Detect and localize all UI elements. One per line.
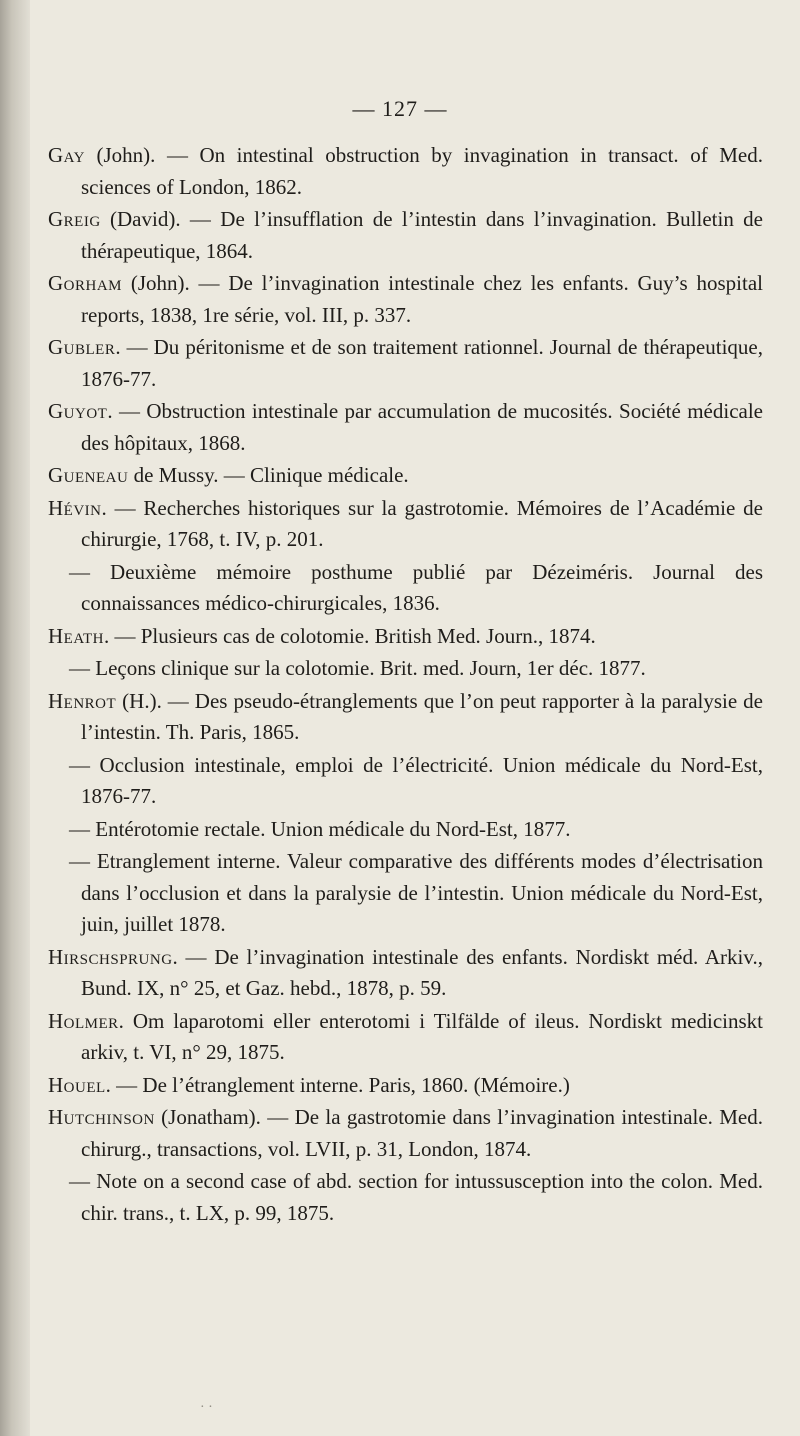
- bibliography-entry: [48, 460, 763, 492]
- bibliography-entry: [48, 332, 763, 395]
- entry-author: Heath: [48, 623, 104, 648]
- bibliography-entry-continuation: [48, 1166, 763, 1229]
- entry-author: Hutchinson: [48, 1105, 155, 1129]
- bibliography-entry-continuation: [48, 653, 763, 685]
- entry-text: — Deuxième mémoire posthume publié par Dézeiméris. Journal des connaissances médico-chirurgicales, 1836.: [69, 559, 763, 615]
- entry-text: (Jonatham). — De la gastrotomie dans l’invagination intestinale. Med. chirurg., transactions, vol. LVII, p. 31, London, 1874.: [81, 1105, 763, 1161]
- entry-text: — Entérotomie rectale. Union médicale du Nord-Est, 1877.: [69, 816, 571, 841]
- entry-text: (John). — On intestinal obstruction by invagination in transact. of Med. sciences of London, 1862.: [81, 143, 763, 199]
- entry-author: Houel: [48, 1072, 106, 1097]
- bibliography-entry: [48, 621, 763, 653]
- entry-author: Gueneau: [48, 463, 129, 487]
- bibliography-list: [48, 140, 763, 1230]
- bibliography-entry: [48, 204, 763, 267]
- entry-author: Gorham: [48, 271, 123, 295]
- bibliography-entry: [48, 942, 763, 1005]
- bibliography-entry: [48, 493, 763, 556]
- bibliography-entry: [48, 1006, 763, 1069]
- entry-text: — Occlusion intestinale, emploi de l’électricité. Union médicale du Nord-Est, 1876-77.: [69, 752, 763, 808]
- entry-text: . Om laparotomi eller enterotomi i Tilfälde of ileus. Nordiskt medicinskt arkiv, t. VI, n° 29, 1875.: [81, 1008, 763, 1064]
- bibliography-entry: [48, 268, 763, 331]
- entry-text: . — Plusieurs cas de colotomie. British Med. Journ., 1874.: [104, 623, 596, 648]
- bibliography-entry-continuation: [48, 557, 763, 620]
- bibliography-entry: [48, 396, 763, 459]
- entry-text: . — De l’invagination intestinale des enfants. Nordiskt méd. Arkiv., Bund. IX, n° 25, et Gaz. hebd., 1878, p. 59.: [81, 944, 763, 1000]
- bibliography-entry: [48, 686, 763, 749]
- entry-text: . — De l’étranglement interne. Paris, 1860. (Mémoire.): [105, 1072, 570, 1097]
- entry-author: Guyot: [48, 399, 108, 423]
- entry-text: . — Du péritonisme et de son traitement rationnel. Journal de thérapeutique, 1876-77.: [81, 335, 763, 391]
- entry-author: Greig: [48, 207, 101, 231]
- entry-text: — Etranglement interne. Valeur comparative des différents modes d’électrisation dans l’occlusion et dans la paralysie de l’intestin. Union médicale du Nord-Est, juin, juillet 1878.: [69, 849, 763, 936]
- bibliography-entry-continuation: [48, 846, 763, 941]
- page-number: — 127 —: [352, 96, 448, 121]
- bibliography-entry: [48, 1102, 763, 1165]
- bibliography-entry: [48, 140, 763, 203]
- entry-author: Gay: [48, 143, 85, 167]
- page-binding-edge: [0, 0, 30, 1436]
- entry-text: — Leçons clinique sur la colotomie. Brit. med. Journ, 1er déc. 1877.: [69, 656, 646, 680]
- entry-text: . — Recherches historiques sur la gastrotomie. Mémoires de l’Académie de chirurgie, 1768, t. IV, p. 201.: [81, 495, 763, 551]
- bibliography-entry: [48, 1070, 763, 1102]
- print-speck: · ·: [200, 1400, 213, 1415]
- entry-text: (John). — De l’invagination intestinale chez les enfants. Guy’s hospital reports, 1838, 1re série, vol. III, p. 337.: [81, 271, 763, 327]
- entry-author: Hévin: [48, 495, 102, 520]
- entry-author: Henrot: [48, 688, 117, 713]
- entry-author: Hirschsprung: [48, 944, 173, 969]
- entry-author: Holmer: [48, 1008, 119, 1033]
- entry-text: de Mussy. — Clinique médicale.: [128, 463, 409, 487]
- entry-author: Gubler: [48, 335, 116, 359]
- bibliography-entry-continuation: [48, 814, 763, 846]
- entry-text: — Note on a second case of abd. section for intussusception into the colon. Med. chir. trans., t. LX, p. 99, 1875.: [69, 1169, 763, 1225]
- entry-text: . — Obstruction intestinale par accumulation de mucosités. Société médicale des hôpitaux, 1868.: [81, 399, 763, 455]
- entry-text: (David). — De l’insufflation de l’intestin dans l’invagination. Bulletin de thérapeutique, 1864.: [81, 207, 763, 263]
- bibliography-entry-continuation: [48, 750, 763, 813]
- entry-text: (H.). — Des pseudo-étranglements que l’on peut rapporter à la paralysie de l’intestin. Th. Paris, 1865.: [81, 688, 763, 744]
